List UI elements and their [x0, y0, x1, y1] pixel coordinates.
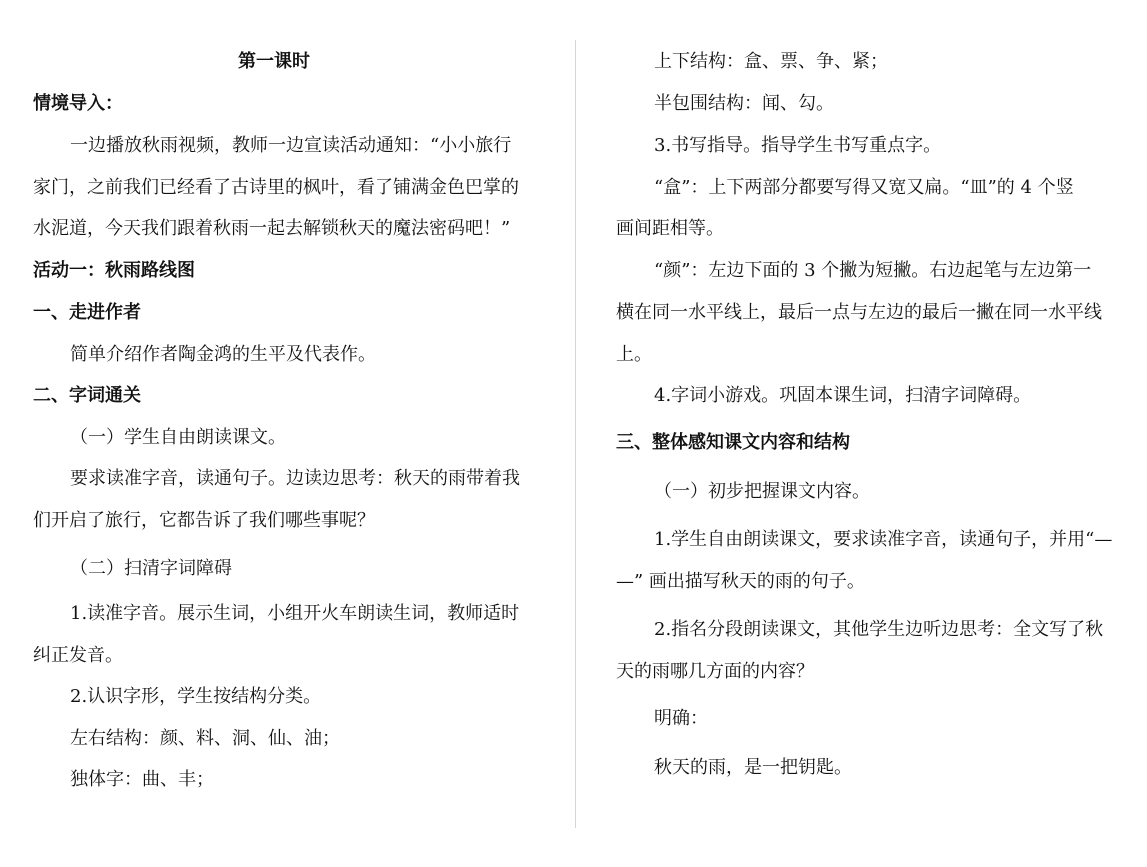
half-enclosed-text: 半包围结构：闻、勾。	[654, 93, 834, 114]
section3-heading: 三、整体感知课文内容和结构	[616, 432, 850, 453]
item2-text: 2.认识字形，学生按结构分类。	[70, 686, 322, 707]
p1-line: —” 画出描写秋天的雨的句子。	[616, 571, 865, 592]
lesson-title: 第一课时	[238, 51, 310, 72]
requirement-line: 要求读准字音，读通句子。边读边思考：秋天的雨带着我	[70, 468, 520, 489]
intro-line: 家门，之前我们已经看了古诗里的枫叶，看了铺满金色巴掌的	[33, 177, 519, 198]
he-guidance-line: “盒”：上下两部分都要写得又宽又扁。“皿”的 4 个竖	[654, 177, 1074, 198]
item1-line: 1.读准字音。展示生词，小组开火车朗读生词，教师适时	[70, 603, 520, 624]
single-structure-text: 独体字：曲、丰；	[70, 769, 214, 790]
requirement-line: 们开启了旅行，它都告诉了我们哪些事呢？	[33, 510, 375, 531]
ud-structure-text: 上下结构：盒、票、争、紧；	[654, 51, 888, 72]
section1-text: 简单介绍作者陶金鸿的生平及代表作。	[70, 344, 376, 365]
p2-line: 2.指名分段朗读课文，其他学生边听边思考：全文写了秋	[654, 619, 1104, 640]
intro-heading: 情境导入：	[33, 93, 123, 114]
intro-line: 水泥道，今天我们跟着秋雨一起去解锁秋天的魔法密码吧！”	[33, 218, 511, 239]
column-divider	[575, 40, 576, 828]
sub-heading-2: （二）扫清字词障碍	[70, 558, 232, 579]
item3-text: 3.书写指导。指导学生书写重点字。	[654, 135, 942, 156]
section2-heading: 二、字词通关	[33, 385, 141, 406]
yan-guidance-line: 横在同一水平线上，最后一点与左边的最后一撇在同一水平线	[616, 302, 1102, 323]
lr-structure-text: 左右结构：颜、料、洞、仙、油；	[70, 728, 340, 749]
p2-line: 天的雨哪几方面的内容？	[616, 661, 814, 682]
p1-line: 1.学生自由朗读课文，要求读准字音，读通句子，并用“—	[654, 529, 1113, 550]
sub-heading-3: （一）初步把握课文内容。	[654, 481, 870, 502]
yan-guidance-line: 上。	[616, 344, 652, 365]
answer-text: 秋天的雨，是一把钥匙。	[654, 757, 852, 778]
he-guidance-line: 画间距相等。	[616, 218, 724, 239]
activity1-heading: 活动一：秋雨路线图	[33, 260, 195, 281]
sub-heading-1: （一）学生自由朗读课文。	[70, 427, 286, 448]
item1-line: 纠正发音。	[33, 645, 123, 666]
item4-text: 4.字词小游戏。巩固本课生词，扫清字词障碍。	[654, 385, 1032, 406]
section1-heading: 一、走进作者	[33, 302, 141, 323]
intro-line: 一边播放秋雨视频，教师一边宣读活动通知：“小小旅行	[70, 135, 512, 156]
clarify-label: 明确：	[654, 708, 708, 729]
yan-guidance-line: “颜”：左边下面的 3 个撇为短撇。右边起笔与左边第一	[654, 260, 1092, 281]
